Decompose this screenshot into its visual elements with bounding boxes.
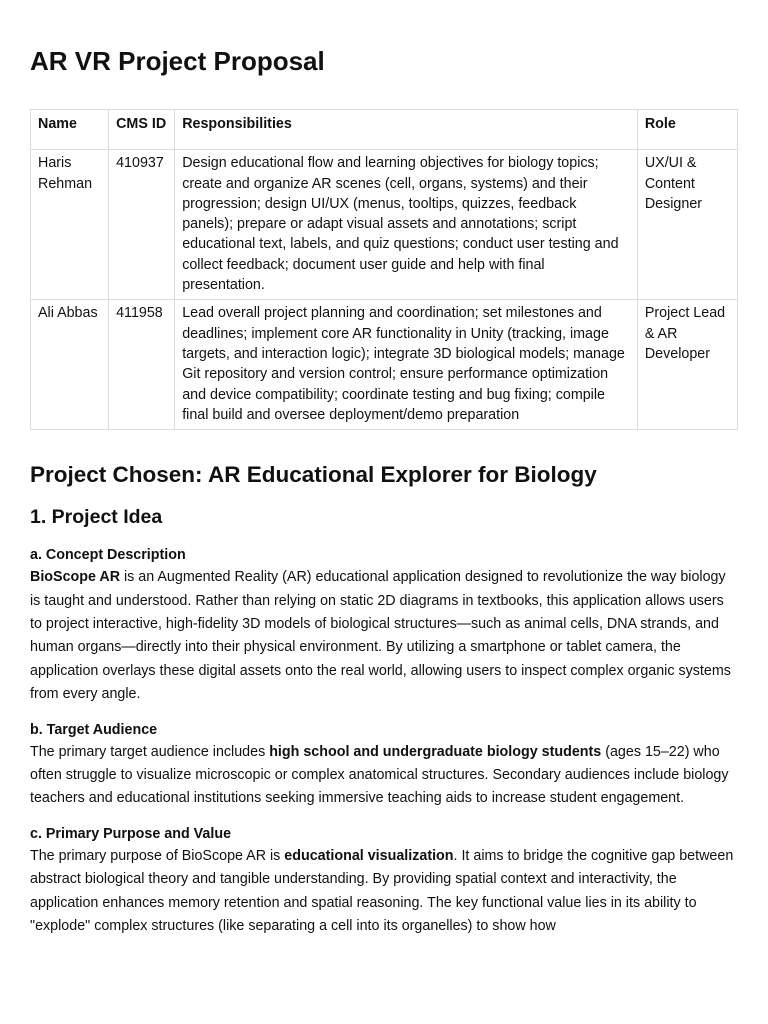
header-responsibilities: Responsibilities	[175, 110, 638, 150]
table-header-row	[31, 110, 738, 150]
audience-section	[30, 721, 738, 811]
concept-bold-lead: BioScope AR	[30, 569, 121, 586]
project-idea-heading: 1. Project Idea	[30, 506, 163, 529]
header-name: Name	[31, 110, 109, 150]
concept-paragraph	[30, 566, 738, 706]
cell-role: Project Lead & AR Developer	[637, 300, 737, 430]
concept-title: a. Concept Description	[30, 547, 186, 564]
audience-text-after: (ages 15–22) who often struggle to visualize microscopic or complex anatomical structures. Secondary audiences include biology teachers and educational institutions seeking immersive teaching aids to increase student engagement.	[30, 743, 729, 807]
concept-text: is an Augmented Reality (AR) educational application designed to revolutionize the way biology is taught and understood. Rather than relying on static 2D diagrams in textbooks, this application allows users to project interactive, high-fidelity 3D models of biological structures—such as animal cells, DNA strands, and human organs—directly into their physical environment. By utilizing a smartphone or tablet camera, the application overlays these digital assets onto the real world, allowing users to inspect complex organic systems from every angle.	[30, 569, 731, 703]
document-title: AR VR Project Proposal	[30, 46, 325, 76]
project-heading: Project Chosen: AR Educational Explorer for Biology	[30, 462, 597, 488]
audience-title: b. Target Audience	[30, 721, 158, 738]
concept-section	[30, 546, 738, 706]
cell-cms-id: 410937	[109, 150, 175, 300]
audience-text-before: The primary target audience includes	[30, 743, 270, 760]
cell-name: Haris Rehman	[31, 150, 109, 300]
purpose-title: c. Primary Purpose and Value	[30, 825, 232, 842]
purpose-text-after: . It aims to bridge the cognitive gap between abstract biological theory and tangible understanding. By providing spatial context and interactivity, the application enhances memory retention and spatial reasoning. The key functional value lies in its ability to "explode" complex structures (like separating a cell into its organelles) to show how	[30, 847, 734, 935]
cell-name: Ali Abbas	[31, 300, 109, 430]
cell-cms-id: 411958	[109, 300, 175, 430]
purpose-bold: educational visualization	[284, 847, 454, 864]
header-cms-id: CMS ID	[109, 110, 175, 150]
table-row	[31, 150, 738, 300]
cell-responsibilities: Design educational flow and learning objectives for biology topics; create and organize AR scenes (cell, organs, systems) and their progression; design UI/UX (menus, tooltips, quizzes, feedback panels); prepare or adapt visual assets and annotations; script educational text, labels, and quiz questions; conduct user testing and collect feedback; document user guide and help with final presentation.	[175, 150, 638, 300]
audience-bold: high school and undergraduate biology students	[269, 743, 602, 760]
purpose-section	[30, 825, 738, 939]
cell-responsibilities: Lead overall project planning and coordination; set milestones and deadlines; implement core AR functionality in Unity (tracking, image targets, and interaction logic); integrate 3D biological models; manage Git repository and version control; ensure performance optimization and device compatibility; coordinate testing and bug fixing; compile final build and oversee deployment/demo preparation	[175, 300, 638, 430]
audience-paragraph	[30, 741, 738, 811]
purpose-text-before: The primary purpose of BioScope AR is	[30, 847, 285, 864]
team-table	[30, 109, 738, 430]
table-row	[31, 300, 738, 430]
cell-role: UX/UI & Content Designer	[637, 150, 737, 300]
header-role: Role	[637, 110, 737, 150]
purpose-paragraph	[30, 845, 738, 939]
